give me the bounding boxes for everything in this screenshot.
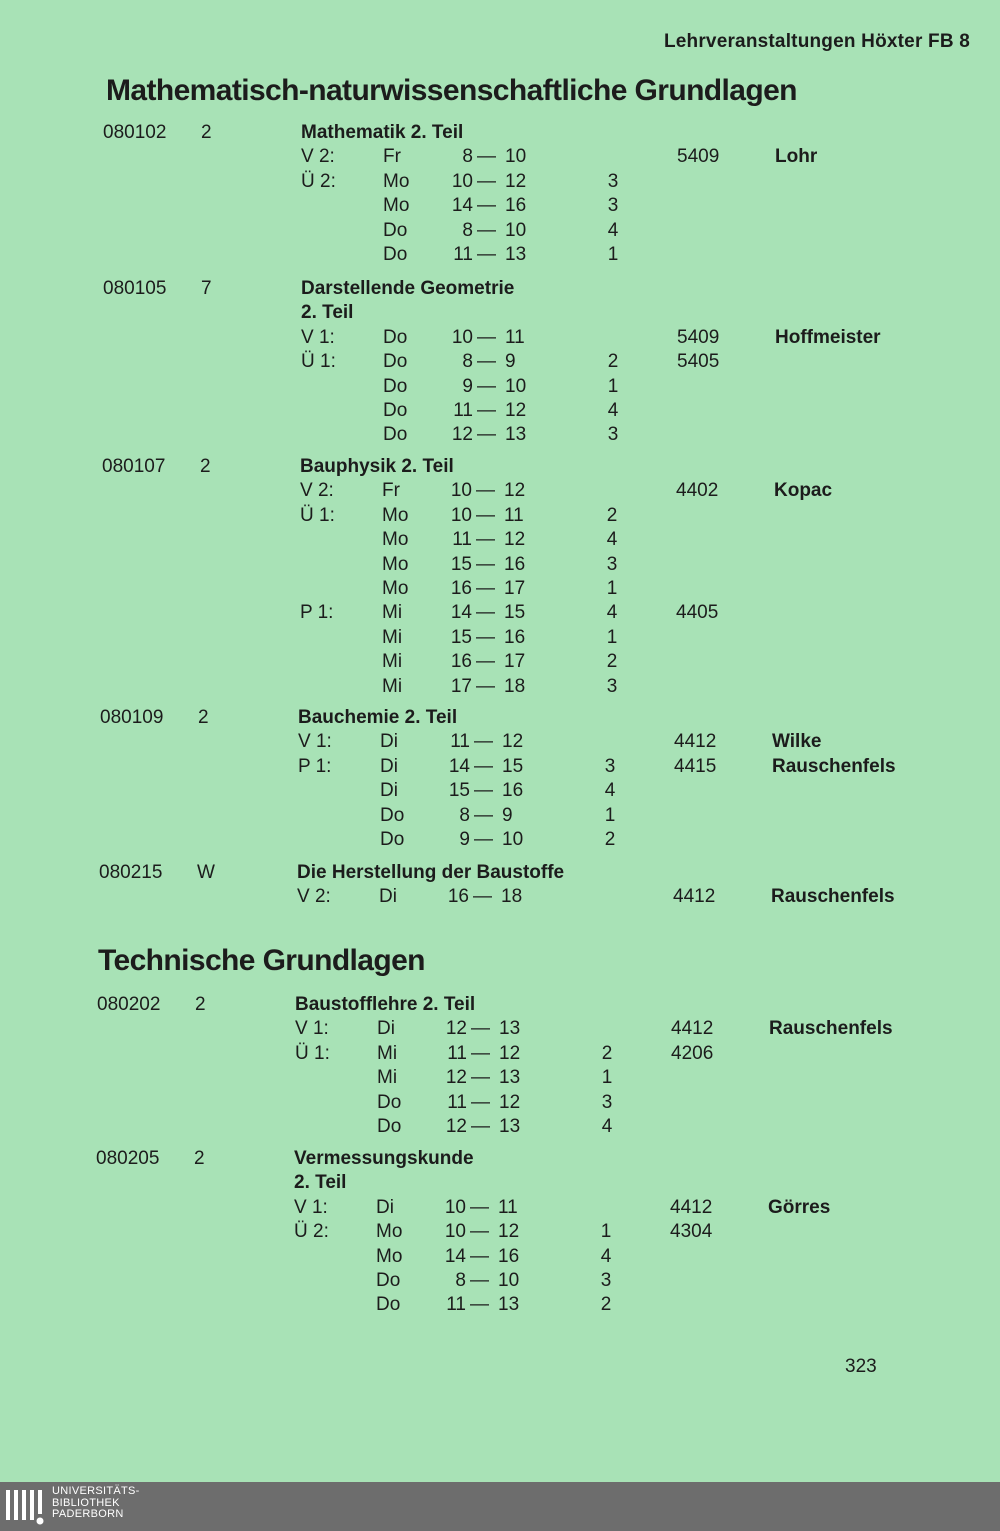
course-semester: W — [197, 862, 215, 883]
start-hour: 10 — [444, 1196, 466, 1218]
weekday: Mo — [383, 195, 410, 217]
time-separator: — — [476, 504, 495, 526]
end-hour: 12 — [504, 529, 526, 551]
weekday: Do — [383, 243, 408, 265]
time-separator: — — [470, 1221, 489, 1243]
start-hour: 8 — [462, 146, 473, 168]
event-type: V 1: — [294, 1196, 328, 1218]
weekday: Mi — [382, 675, 403, 697]
weekday: Mi — [382, 651, 403, 673]
weekday: Mo — [376, 1221, 403, 1243]
group-number: 1 — [607, 243, 619, 265]
weekday: Do — [380, 828, 405, 850]
end-hour: 12 — [505, 170, 527, 192]
page-header: Lehrveranstaltungen Höxter FB 8 — [663, 31, 970, 52]
end-hour: 13 — [505, 424, 527, 446]
weekday: Di — [377, 1018, 395, 1040]
group-number: 1 — [604, 804, 616, 826]
library-name-line: PADERBORN — [52, 1508, 124, 1520]
weekday: Do — [383, 424, 408, 446]
start-hour: 14 — [444, 1245, 466, 1267]
end-hour: 9 — [505, 351, 516, 373]
page-number: 323 — [845, 1356, 877, 1377]
course-title: 2. Teil — [294, 1172, 347, 1194]
group-number: 4 — [606, 602, 618, 624]
course-semester: 2 — [194, 1148, 205, 1169]
time-separator: — — [470, 1269, 489, 1291]
end-hour: 16 — [502, 780, 524, 802]
time-separator: — — [474, 780, 493, 802]
start-hour: 10 — [444, 1221, 466, 1243]
course-title: 2. Teil — [301, 302, 354, 324]
group-number: 3 — [607, 195, 619, 217]
end-hour: 12 — [505, 399, 527, 421]
course-semester: 2 — [198, 707, 209, 728]
end-hour: 10 — [505, 219, 527, 241]
end-hour: 10 — [498, 1269, 520, 1291]
course-title: Darstellende Geometrie — [301, 278, 515, 299]
event-type: Ü 2: — [294, 1221, 329, 1243]
time-separator: — — [471, 1115, 490, 1137]
time-separator: — — [476, 529, 495, 551]
end-hour: 18 — [504, 675, 526, 697]
start-hour: 8 — [462, 219, 473, 241]
time-separator: — — [471, 1091, 490, 1113]
course-number: 080205 — [96, 1148, 160, 1169]
course-title: Mathematik 2. Teil — [301, 122, 464, 143]
end-hour: 12 — [502, 731, 524, 753]
time-separator: — — [470, 1245, 489, 1267]
start-hour: 16 — [450, 651, 472, 673]
room-number: 5405 — [677, 351, 720, 373]
course-semester: 2 — [200, 456, 211, 477]
time-separator: — — [477, 375, 496, 397]
start-hour: 10 — [451, 170, 473, 192]
group-number: 3 — [606, 553, 618, 575]
end-hour: 13 — [499, 1067, 521, 1089]
event-type: V 2: — [300, 480, 334, 502]
weekday: Mi — [377, 1042, 398, 1064]
course-title: Vermessungskunde — [294, 1148, 474, 1169]
lecturer-name: Rauschenfels — [772, 755, 896, 777]
weekday: Do — [383, 219, 408, 241]
group-number: 4 — [604, 780, 616, 802]
start-hour: 11 — [452, 529, 472, 551]
weekday: Di — [380, 780, 398, 802]
time-separator: — — [477, 146, 496, 168]
end-hour: 12 — [498, 1221, 520, 1243]
end-hour: 12 — [499, 1042, 521, 1064]
weekday: Mi — [377, 1067, 398, 1089]
group-number: 2 — [606, 651, 618, 673]
event-type: Ü 1: — [301, 351, 336, 373]
end-hour: 16 — [504, 626, 526, 648]
start-hour: 14 — [450, 602, 472, 624]
course-number: 080102 — [103, 122, 167, 143]
start-hour: 11 — [447, 1091, 467, 1113]
course-number: 080109 — [100, 707, 164, 728]
end-hour: 12 — [504, 480, 526, 502]
group-number: 4 — [607, 219, 619, 241]
weekday: Di — [376, 1196, 394, 1218]
start-hour: 11 — [446, 1294, 466, 1316]
event-type: V 1: — [298, 731, 332, 753]
weekday: Do — [377, 1115, 402, 1137]
start-hour: 15 — [448, 780, 470, 802]
weekday: Mo — [376, 1245, 403, 1267]
library-logo-icon — [4, 1488, 48, 1528]
event-type: V 1: — [301, 326, 335, 348]
group-number: 3 — [604, 755, 616, 777]
time-separator: — — [477, 399, 496, 421]
group-number: 1 — [600, 1221, 612, 1243]
course-number: 080105 — [103, 278, 167, 299]
start-hour: 14 — [451, 195, 473, 217]
time-separator: — — [476, 480, 495, 502]
group-number: 3 — [607, 424, 619, 446]
room-number: 5409 — [677, 146, 720, 168]
time-separator: — — [470, 1196, 489, 1218]
room-number: 4412 — [671, 1018, 714, 1040]
end-hour: 9 — [502, 804, 513, 826]
start-hour: 10 — [450, 480, 472, 502]
time-separator: — — [474, 755, 493, 777]
time-separator: — — [470, 1294, 489, 1316]
group-number: 2 — [601, 1042, 613, 1064]
group-number: 4 — [600, 1245, 612, 1267]
weekday: Fr — [382, 480, 400, 502]
start-hour: 10 — [451, 326, 473, 348]
time-separator: — — [476, 675, 495, 697]
time-separator: — — [476, 553, 495, 575]
start-hour: 16 — [447, 886, 469, 908]
room-number: 4304 — [670, 1221, 713, 1243]
library-name-line: BIBLIOTHEK — [52, 1496, 120, 1509]
group-number: 1 — [601, 1067, 613, 1089]
event-type: P 1: — [298, 755, 332, 777]
end-hour: 16 — [498, 1245, 520, 1267]
start-hour: 12 — [451, 424, 473, 446]
course-semester: 2 — [201, 122, 212, 143]
group-number: 2 — [606, 504, 618, 526]
end-hour: 13 — [498, 1294, 520, 1316]
weekday: Di — [379, 886, 397, 908]
event-type: V 1: — [295, 1018, 329, 1040]
course-semester: 7 — [201, 278, 212, 299]
time-separator: — — [471, 1067, 490, 1089]
course-title: Baustofflehre 2. Teil — [295, 994, 476, 1015]
room-number: 5409 — [677, 326, 720, 348]
end-hour: 16 — [504, 553, 526, 575]
room-number: 4412 — [670, 1196, 713, 1218]
start-hour: 11 — [453, 399, 473, 421]
end-hour: 18 — [501, 886, 523, 908]
weekday: Fr — [383, 146, 401, 168]
lecturer-name: Rauschenfels — [771, 886, 895, 908]
time-separator: — — [476, 651, 495, 673]
time-separator: — — [473, 886, 492, 908]
time-separator: — — [474, 731, 493, 753]
group-number: 2 — [600, 1294, 612, 1316]
library-name — [52, 1486, 140, 1521]
group-number: 4 — [607, 399, 619, 421]
group-number: 4 — [606, 529, 618, 551]
start-hour: 8 — [459, 804, 470, 826]
room-number: 4206 — [671, 1042, 714, 1064]
time-separator: — — [477, 170, 496, 192]
end-hour: 10 — [502, 828, 524, 850]
event-type: V 2: — [301, 146, 335, 168]
time-separator: — — [476, 626, 495, 648]
start-hour: 17 — [450, 675, 472, 697]
end-hour: 10 — [505, 146, 527, 168]
group-number: 3 — [600, 1269, 612, 1291]
group-number: 4 — [601, 1115, 613, 1137]
library-footer — [0, 1482, 1000, 1531]
start-hour: 9 — [459, 828, 470, 850]
end-hour: 11 — [505, 326, 525, 348]
time-separator: — — [476, 602, 495, 624]
weekday: Mo — [382, 553, 409, 575]
group-number: 3 — [606, 675, 618, 697]
end-hour: 17 — [504, 577, 526, 599]
event-type: Ü 2: — [301, 170, 336, 192]
lecturer-name: Wilke — [772, 731, 822, 753]
time-separator: — — [474, 804, 493, 826]
time-separator: — — [471, 1018, 490, 1040]
time-separator: — — [477, 326, 496, 348]
course-semester: 2 — [195, 994, 206, 1015]
time-separator: — — [477, 351, 496, 373]
group-number: 3 — [601, 1091, 613, 1113]
group-number: 1 — [607, 375, 619, 397]
weekday: Do — [380, 804, 405, 826]
weekday: Di — [380, 755, 398, 777]
end-hour: 13 — [499, 1018, 521, 1040]
room-number: 4412 — [674, 731, 717, 753]
end-hour: 12 — [499, 1091, 521, 1113]
start-hour: 11 — [450, 731, 470, 753]
start-hour: 12 — [445, 1067, 467, 1089]
event-type: Ü 1: — [300, 504, 335, 526]
event-type: Ü 1: — [295, 1042, 330, 1064]
course-title: Die Herstellung der Baustoffe — [297, 862, 565, 883]
start-hour: 10 — [450, 504, 472, 526]
course-number: 080107 — [102, 456, 166, 477]
time-separator: — — [477, 195, 496, 217]
weekday: Do — [376, 1269, 401, 1291]
time-separator: — — [477, 219, 496, 241]
weekday: Mo — [382, 529, 409, 551]
weekday: Mo — [382, 577, 409, 599]
course-number: 080202 — [97, 994, 161, 1015]
weekday: Do — [383, 351, 408, 373]
end-hour: 13 — [505, 243, 527, 265]
weekday: Do — [377, 1091, 402, 1113]
start-hour: 9 — [462, 375, 473, 397]
end-hour: 11 — [504, 504, 524, 526]
weekday: Mo — [382, 504, 409, 526]
weekday: Do — [376, 1294, 401, 1316]
end-hour: 15 — [504, 602, 526, 624]
room-number: 4402 — [676, 480, 719, 502]
start-hour: 8 — [455, 1269, 466, 1291]
time-separator: — — [471, 1042, 490, 1064]
library-name-line: UNIVERSITÄTS- — [52, 1485, 140, 1497]
weekday: Di — [380, 731, 398, 753]
group-number: 2 — [604, 828, 616, 850]
group-number: 2 — [607, 351, 619, 373]
lecturer-name: Hoffmeister — [775, 326, 881, 348]
room-number: 4412 — [673, 886, 716, 908]
start-hour: 11 — [453, 243, 473, 265]
course-title: Bauchemie 2. Teil — [298, 707, 458, 728]
room-number: 4405 — [676, 602, 719, 624]
end-hour: 13 — [499, 1115, 521, 1137]
time-separator: — — [474, 828, 493, 850]
end-hour: 17 — [504, 651, 526, 673]
end-hour: 16 — [505, 195, 527, 217]
lecturer-name: Lohr — [775, 146, 818, 168]
weekday: Do — [383, 399, 408, 421]
start-hour: 16 — [450, 577, 472, 599]
start-hour: 15 — [450, 553, 472, 575]
end-hour: 15 — [502, 755, 524, 777]
weekday: Mo — [383, 170, 410, 192]
weekday: Do — [383, 326, 408, 348]
lecturer-name: Görres — [768, 1196, 831, 1218]
start-hour: 11 — [447, 1042, 467, 1064]
weekday: Mi — [382, 602, 403, 624]
start-hour: 12 — [445, 1018, 467, 1040]
lecturer-name: Rauschenfels — [769, 1018, 893, 1040]
end-hour: 10 — [505, 375, 527, 397]
room-number: 4415 — [674, 755, 717, 777]
time-separator: — — [477, 243, 496, 265]
lecturer-name: Kopac — [774, 480, 833, 502]
course-title: Bauphysik 2. Teil — [300, 456, 454, 477]
start-hour: 12 — [445, 1115, 467, 1137]
weekday: Do — [383, 375, 408, 397]
time-separator: — — [477, 424, 496, 446]
group-number: 1 — [606, 577, 618, 599]
group-number: 3 — [607, 170, 619, 192]
start-hour: 15 — [450, 626, 472, 648]
section-title-math: Mathematisch-naturwissenschaftliche Grundlagen — [106, 74, 797, 107]
event-type: V 2: — [297, 886, 331, 908]
group-number: 1 — [606, 626, 618, 648]
end-hour: 11 — [498, 1196, 518, 1218]
start-hour: 14 — [448, 755, 470, 777]
start-hour: 8 — [462, 351, 473, 373]
event-type: P 1: — [300, 602, 334, 624]
weekday: Mi — [382, 626, 403, 648]
course-number: 080215 — [99, 862, 163, 883]
time-separator: — — [476, 577, 495, 599]
section-title-technik: Technische Grundlagen — [98, 944, 425, 977]
